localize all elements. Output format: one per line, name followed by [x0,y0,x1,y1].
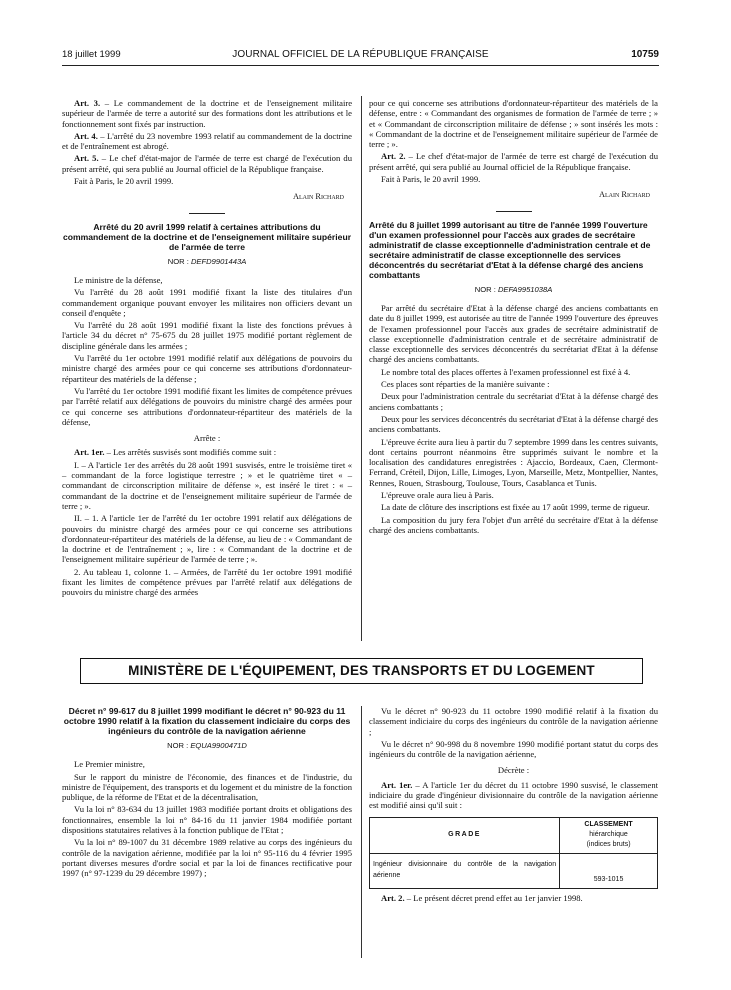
paragraph: Vu le décret n° 90-998 du 8 novembre 1990 modifié portant statut du corps des ingénieurs du contrôle de la navigation aérienne, [369,738,658,760]
fait-a-paris: Fait à Paris, le 20 avril 1999. [381,174,481,185]
article-1: Art. 1er. – A l'article 1er du décret du 11 octobre 1990 susvisé, le classement indiciaire du grade d'ingénieur divisionnaire du contrôle de la navigation aérienne est modifié ainsi qu'il suit : [369,779,658,811]
paragraph: Le ministre de la défense, [74,274,163,285]
paragraph: I. – A l'article 1er des arrêtés du 28 août 1991 susvisés, entre le troisième tiret « – commandant de la force logistique terrestre ; » et le quatrième tiret « – commandant de circonscription militaire de défense », est inséré le tiret : « – commandant de la doctrine et de l'enseignement militaire supérieur de l'armée de terre ; ». [62,459,352,511]
paragraph: Vu le décret n° 90-923 du 11 octobre 1990 modifié relatif à la fixation du classement indiciaire du corps des ingénieurs du contrôle de la navigation aérienne ; [369,706,658,737]
table-cell-grade: Ingénieur divisionnaire du contrôle de la navigation aérienne [370,853,560,888]
paragraph: Le nombre total des places offertes à l'examen professionnel est fixé à 4. [381,366,631,377]
paragraph: pour ce qui concerne ses attributions d'ordonnateur-répartiteur des matériels de la défense, entre : « Commandant des organismes de formation de l'armée de terre ; » et « Commandant de circonscription militaire de défense ; » sont insérés les mots : « Commandant de la doctrine et de l'enseignement militaire supérieur de l'armée de terre ; ». [369,98,658,150]
paragraph: Vu la loi n° 89-1007 du 31 décembre 1989 relative au corps des ingénieurs du contrôle de la navigation aérienne, modifiée par la loi n° 95-116 du 4 février 1995 portant diverses mesures d'ordre social et par la loi de finances rectificative pour 1997 (n° 97-1239 du 29 décembre 1997) ; [62,837,352,879]
article-1: Art. 1er. – Les arrêtés susvisés sont modifiés comme suit : [74,447,277,458]
header-date: 18 juillet 1999 [62,49,121,60]
table-header-grade: GRADE [370,817,560,853]
column-divider [361,706,362,958]
right-column-bottom [369,706,658,905]
nor-reference: NOR : EQUA9900471D [167,741,247,750]
paragraph: La date de clôture des inscriptions est fixée au 17 août 1999, terme de rigueur. [381,502,650,513]
decree-title: Décret n° 99-617 du 8 juillet 1999 modifiant le décret n° 90-923 du 11 octobre 1990 relatif à la fixation du classement indiciaire du corps des ingénieurs du contrôle de la navigation aérienne [63,706,351,736]
paragraph: 2. Au tableau 1, colonne 1. – Armées, de l'arrêté du 1er octobre 1991 modifié fixant les limites de compétence prévues par l'arrêté relatif aux délégations de pouvoirs du ministre chargé des armées [62,566,352,598]
article-3: Art. 3. – Le commandement de la doctrine et de l'enseignement militaire supérieur de l'armée de terre a autorité sur des formations dont les attributions et le fonctionnement sont fixés par instruction. [62,98,353,129]
left-column-bottom [62,706,352,881]
grade-table [369,817,658,889]
decrete-heading: Décrète : [497,765,530,776]
table-cell-value: 593-1015 [560,853,658,888]
article-2: Art. 2. – Le présent décret prend effet au 1er janvier 1998. [381,892,583,903]
paragraph: Vu l'arrêté du 28 août 1991 modifié fixant la liste des fonctions prévues à l'article 34 du décret n° 75-675 du 28 juillet 1975 modifié portant règlement de discipline générale dans les armées ; [62,320,352,351]
separator [496,211,532,212]
article-5: Art. 5. – Le chef d'état-major de l'armée de terre est chargé de l'exécution du présent arrêté, qui sera publié au Journal officiel de la République française. [62,153,352,174]
separator [189,213,225,214]
paragraph: Vu l'arrêté du 28 août 1991 modifié fixant la liste des titulaires d'un commandement organique pouvant envoyer les militaires non officiers devant un conseil d'enquête ; [62,287,352,318]
header-rule [62,65,659,66]
nor-reference: NOR : DEFA9951038A [474,284,553,294]
paragraph: Deux pour l'administration centrale du secrétariat d'Etat à la défense chargé des anciens combattants ; [369,391,658,412]
arrete-heading: Arrête : [193,433,221,444]
paragraph: Vu la loi n° 83-634 du 13 juillet 1983 modifiée portant droits et obligations des fonctionnaires, ensemble la loi n° 84-16 du 11 janvier 1984 modifiée portant dispositions statutaires relatives à la fonction publique de l'Etat ; [62,804,352,836]
paragraph: II. – 1. A l'article 1er de l'arrêté du 1er octobre 1991 relatif aux délégations de pouvoirs du ministre chargé des armées pour ce qui concerne ses attributions d'ordonnateur-répartiteur des matériels de la défense, au lieu de : « Commandant de la doctrine et de l'entraînement ; », lire : « Commandant de la doctrine et de l'enseignement militaire supérieur de l'armée de terre ; ». [62,513,352,565]
table-header-classement: CLASSEMENT hiérarchique (indices bruts) [560,817,658,853]
ministry-banner: MINISTÈRE DE L'ÉQUIPEMENT, DES TRANSPORTS ET DU LOGEMENT [80,658,643,684]
paragraph: Vu l'arrêté du 1er octobre 1991 modifié relatif aux délégations de pouvoirs du ministre chargé des armées pour ce qui concerne ses attributions d'ordonnateur-répartiteur des matériels de la défense ; [62,353,352,384]
article-2: Art. 2. – Le chef d'état-major de l'armée de terre est chargé de l'exécution du présent arrêté, qui sera publié au Journal officiel de la République française. [369,151,658,172]
column-divider [361,96,362,641]
decree-title: Arrêté du 20 avril 1999 relatif à certaines attributions du commandement de la doctrine et de l'enseignement militaire supérieur de l'armée de terre [62,221,352,252]
paragraph: L'épreuve écrite aura lieu à partir du 7 septembre 1999 dans les centres suivants, dont certains pourront néanmoins être supprimés suivant le nombre et la localisation des candidatures enregistrées : Ajaccio, Bordeaux, Caen, Clermont-Ferrand, Créteil, Dijon, Lille, Limoges, Lyon, Marseille, Metz, Montpellier, Nantes, Rennes, Rouen, Strasbourg, Toulouse, Tours, Casablanca et Tunis. [369,436,658,488]
header-page-number: 10759 [631,49,659,60]
paragraph: Deux pour les services déconcentrés du secrétariat d'Etat à la défense chargé des anciens combattants. [369,413,658,435]
paragraph: Le Premier ministre, [74,759,145,770]
paragraph: Par arrêté du secrétaire d'Etat à la défense chargé des anciens combattants en date du 8 juillet 1999, est autorisée au titre de l'année 1999 l'ouverture des épreuves de l'examen professionnel pour l'accès aux grades de secrétaire administratif de classe exceptionnelle d'administration centrale et de secrétaire administratif de classe exceptionnelle des services déconcentrés du secrétariat d'Etat à la défense chargé des anciens combattants. [369,302,658,365]
paragraph: La composition du jury fera l'objet d'un arrêté du secrétaire d'Etat à la défense chargé des anciens combattants. [369,514,658,535]
decree-title: Arrêté du 8 juillet 1999 autorisant au titre de l'année 1999 l'ouverture d'un examen professionnel pour l'accès aux grades de secrétaire administratif de classe exceptionnelle d'administration centrale et de secrétaire administratif de classe exceptionnelle des services déconcentrés du secrétariat d'Etat à la défense chargé des anciens combattants [369,219,651,280]
nor-reference: NOR : DEFD9901443A [167,256,247,266]
signature: Alain Richard [598,190,650,200]
left-column-top [62,98,352,600]
header-journal-title: JOURNAL OFFICIEL DE LA RÉPUBLIQUE FRANÇAISE [232,49,489,60]
paragraph: Sur le rapport du ministre de l'économie, des finances et de l'industrie, du ministre de l'équipement, des transports et du logement et du ministre de la fonction publique, de la réforme de l'Etat et de la décentralisation, [62,771,352,803]
page-header [62,49,659,63]
paragraph: L'épreuve orale aura lieu à Paris. [381,490,494,501]
article-4: Art. 4. – L'arrêté du 23 novembre 1993 relatif au commandement de la doctrine et de l'entraînement est abrogé. [62,130,352,152]
right-column-top [369,98,658,537]
paragraph: Ces places sont réparties de la manière suivante : [381,379,550,390]
paragraph: Vu l'arrêté du 1er octobre 1991 modifié fixant les limites de compétence prévues par l'arrêté relatif aux délégations de pouvoirs du ministre chargé des armées pour ce qui concerne ses attributions d'ordonnateur-répartiteur des matériels de la défense, [62,385,352,427]
signature: Alain Richard [292,192,344,202]
fait-a-paris: Fait à Paris, le 20 avril 1999. [74,176,174,187]
